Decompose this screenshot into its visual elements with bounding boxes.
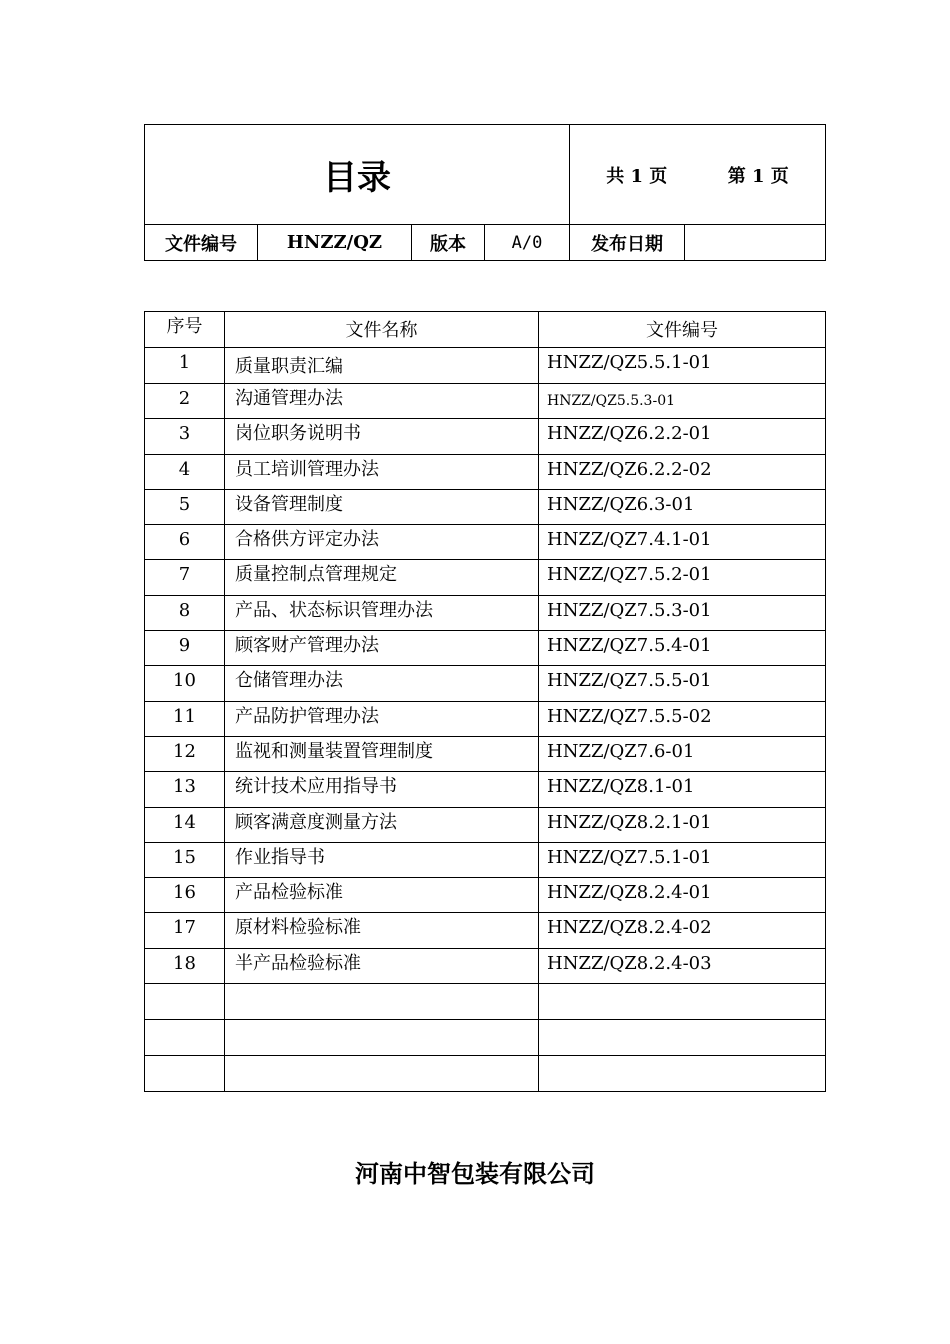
row-no: 9 [145, 631, 225, 666]
table-row [145, 701, 826, 736]
release-date-value [685, 225, 826, 261]
contents-table [144, 311, 826, 1092]
table-row [145, 878, 826, 913]
row-doc-code: HNZZ/QZ7.5.5-02 [539, 701, 826, 736]
row-doc-name: 半产品检验标准 [225, 948, 539, 983]
row-doc-name: 产品检验标准 [225, 878, 539, 913]
row-doc-code: HNZZ/QZ7.5.2-01 [539, 560, 826, 595]
row-no: 10 [145, 666, 225, 701]
row-doc-code: HNZZ/QZ5.5.3-01 [539, 384, 826, 419]
table-row [145, 736, 826, 771]
row-doc-name: 作业指导书 [225, 842, 539, 877]
blank-cell [539, 1020, 826, 1056]
blank-row [145, 984, 826, 1020]
row-no: 4 [145, 454, 225, 489]
row-no: 12 [145, 736, 225, 771]
row-doc-code: HNZZ/QZ8.2.1-01 [539, 807, 826, 842]
table-row [145, 489, 826, 524]
row-no: 17 [145, 913, 225, 948]
page-info [570, 125, 826, 225]
column-header-code: 文件编号 [539, 312, 826, 348]
row-doc-code: HNZZ/QZ6.3-01 [539, 489, 826, 524]
blank-cell [225, 1020, 539, 1056]
version-value: A/0 [485, 225, 570, 261]
row-doc-name: 产品、状态标识管理办法 [225, 595, 539, 630]
row-doc-code: HNZZ/QZ7.5.4-01 [539, 631, 826, 666]
row-doc-code: HNZZ/QZ5.5.1-01 [539, 348, 826, 384]
table-row [145, 525, 826, 560]
row-no: 7 [145, 560, 225, 595]
row-doc-name: 岗位职务说明书 [225, 419, 539, 454]
row-doc-name: 质量控制点管理规定 [225, 560, 539, 595]
row-no: 8 [145, 595, 225, 630]
table-row [145, 348, 826, 384]
company-name: 河南中智包装有限公司 [355, 1159, 595, 1188]
row-no: 15 [145, 842, 225, 877]
table-row [145, 913, 826, 948]
document-title: 目录 [145, 125, 570, 225]
table-row [145, 666, 826, 701]
row-doc-name: 质量职责汇编 [225, 348, 539, 384]
row-doc-name: 统计技术应用指导书 [225, 772, 539, 807]
blank-row [145, 1020, 826, 1056]
table-row [145, 948, 826, 983]
blank-cell [145, 984, 225, 1020]
row-doc-code: HNZZ/QZ6.2.2-02 [539, 454, 826, 489]
row-doc-name: 顾客满意度测量方法 [225, 807, 539, 842]
table-row [145, 384, 826, 419]
row-doc-code: HNZZ/QZ6.2.2-01 [539, 419, 826, 454]
row-doc-name: 合格供方评定办法 [225, 525, 539, 560]
row-doc-code: HNZZ/QZ8.2.4-02 [539, 913, 826, 948]
version-label: 版本 [412, 225, 485, 261]
row-doc-name: 监视和测量装置管理制度 [225, 736, 539, 771]
row-doc-code: HNZZ/QZ7.5.5-01 [539, 666, 826, 701]
row-no: 13 [145, 772, 225, 807]
row-no: 11 [145, 701, 225, 736]
doc-no-label: 文件编号 [145, 225, 258, 261]
row-doc-code: HNZZ/QZ8.2.4-03 [539, 948, 826, 983]
row-doc-code: HNZZ/QZ7.4.1-01 [539, 525, 826, 560]
table-row [145, 560, 826, 595]
row-no: 3 [145, 419, 225, 454]
row-doc-code: HNZZ/QZ7.5.1-01 [539, 842, 826, 877]
blank-cell [539, 984, 826, 1020]
row-doc-name: 原材料检验标准 [225, 913, 539, 948]
row-no: 5 [145, 489, 225, 524]
row-doc-name: 沟通管理办法 [225, 384, 539, 419]
row-doc-name: 仓储管理办法 [225, 666, 539, 701]
row-no: 1 [145, 348, 225, 384]
table-row [145, 807, 826, 842]
blank-cell [145, 1056, 225, 1092]
release-date-label: 发布日期 [570, 225, 685, 261]
row-doc-code: HNZZ/QZ8.1-01 [539, 772, 826, 807]
total-pages: 共 1 页 [606, 165, 668, 187]
row-doc-name: 设备管理制度 [225, 489, 539, 524]
table-row [145, 595, 826, 630]
row-doc-name: 员工培训管理办法 [225, 454, 539, 489]
table-row [145, 419, 826, 454]
blank-cell [145, 1020, 225, 1056]
row-no: 16 [145, 878, 225, 913]
table-row [145, 842, 826, 877]
blank-row [145, 1056, 826, 1092]
row-doc-name: 顾客财产管理办法 [225, 631, 539, 666]
document-header [144, 124, 826, 261]
contents-body [145, 348, 826, 1092]
column-header-name: 文件名称 [225, 312, 539, 348]
row-doc-code: HNZZ/QZ7.6-01 [539, 736, 826, 771]
blank-cell [225, 1056, 539, 1092]
current-page: 第 1 页 [727, 165, 789, 187]
row-no: 2 [145, 384, 225, 419]
row-no: 6 [145, 525, 225, 560]
row-doc-name: 产品防护管理办法 [225, 701, 539, 736]
row-no: 18 [145, 948, 225, 983]
row-doc-code: HNZZ/QZ8.2.4-01 [539, 878, 826, 913]
table-row [145, 631, 826, 666]
column-header-no: 序号 [145, 312, 225, 348]
blank-cell [225, 984, 539, 1020]
blank-cell [539, 1056, 826, 1092]
row-no: 14 [145, 807, 225, 842]
row-doc-code: HNZZ/QZ7.5.3-01 [539, 595, 826, 630]
table-row [145, 454, 826, 489]
doc-no-value: HNZZ/QZ [258, 225, 412, 261]
table-row [145, 772, 826, 807]
